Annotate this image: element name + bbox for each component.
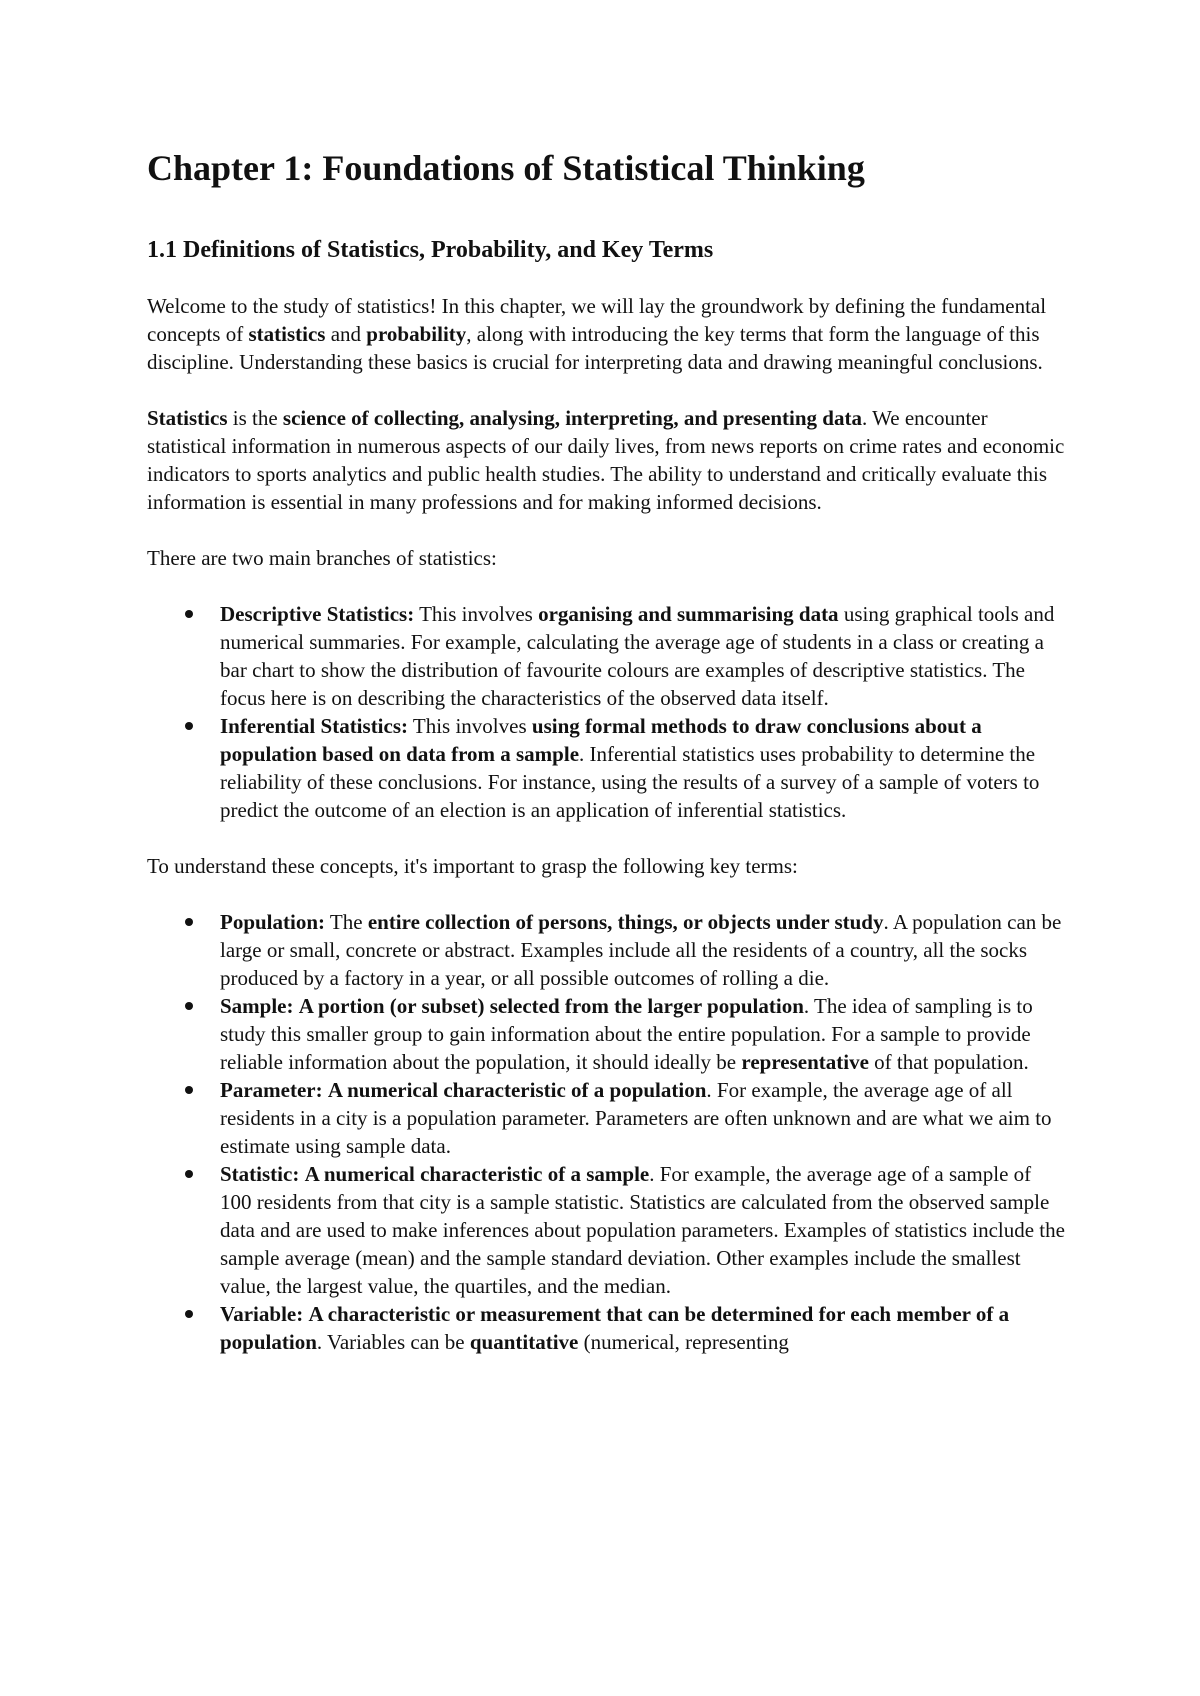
bullet-icon — [185, 918, 193, 926]
chapter-title: Chapter 1: Foundations of Statistical Thinking — [147, 148, 865, 188]
list-item-variable: Variable: A characteristic or measurement that can be determined for each member of a population. Variables can be quantitative (numerical, representing — [147, 1300, 1067, 1356]
bullet-icon — [185, 722, 193, 730]
list-item-descriptive-statistics: Descriptive Statistics: This involves organising and summarising data using graphical tools and numerical summaries. For example, calculating the average age of students in a class or creating a bar chart to show the distribution of favourite colours are examples of descriptive statistics. The focus here is on describing the characteristics of the observed data itself. — [147, 600, 1067, 712]
list-item-population: Population: The entire collection of persons, things, or objects under study. A population can be large or small, concrete or abstract. Examples include all the residents of a country, all the socks produced by a factory in a year, or all possible outcomes of rolling a die. — [147, 908, 1067, 992]
statistics-definition-paragraph: Statistics is the science of collecting, analysing, interpreting, and presenting data. We encounter statistical information in numerous aspects of our daily lives, from news reports on crime rates and economic indicators to sports analytics and public health studies. The ability to understand and critically evaluate this information is essential in many professions and for making informed decisions. — [147, 406, 1065, 514]
list-item-statistic: Statistic: A numerical characteristic of a sample. For example, the average age of a sample of 100 residents from that city is a sample statistic. Statistics are calculated from the observed sample data and are used to make inferences about population parameters. Examples of statistics include the sample average (mean) and the sample standard deviation. Other examples include the smallest value, the largest value, the quartiles, and the median. — [147, 1160, 1067, 1300]
section-title: 1.1 Definitions of Statistics, Probability, and Key Terms — [147, 237, 714, 263]
branches-intro: There are two main branches of statistics: — [147, 546, 497, 570]
terms-intro: To understand these concepts, it's important to grasp the following key terms: — [147, 854, 798, 878]
key-terms-list — [147, 908, 1067, 1356]
bullet-icon — [185, 1086, 193, 1094]
intro-paragraph: Welcome to the study of statistics! In this chapter, we will lay the groundwork by defining the fundamental concepts of statistics and probability, along with introducing the key terms that form the language of this discipline. Understanding these basics is crucial for interpreting data and drawing meaningful conclusions. — [147, 294, 1047, 374]
branches-list — [147, 600, 1067, 824]
page-content — [147, 146, 1067, 1356]
bullet-icon — [185, 1002, 193, 1010]
bullet-icon — [185, 1310, 193, 1318]
bullet-icon — [185, 1170, 193, 1178]
list-item-inferential-statistics: Inferential Statistics: This involves using formal methods to draw conclusions about a population based on data from a sample. Inferential statistics uses probability to determine the reliability of these conclusions. For instance, using the results of a survey of a sample of voters to predict the outcome of an election is an application of inferential statistics. — [147, 712, 1067, 824]
list-item-parameter: Parameter: A numerical characteristic of a population. For example, the average age of all residents in a city is a population parameter. Parameters are often unknown and are what we aim to estimate using sample data. — [147, 1076, 1067, 1160]
list-item-sample: Sample: A portion (or subset) selected from the larger population. The idea of sampling is to study this smaller group to gain information about the entire population. For a sample to provide reliable information about the population, it should ideally be representative of that population. — [147, 992, 1067, 1076]
bullet-icon — [185, 610, 193, 618]
